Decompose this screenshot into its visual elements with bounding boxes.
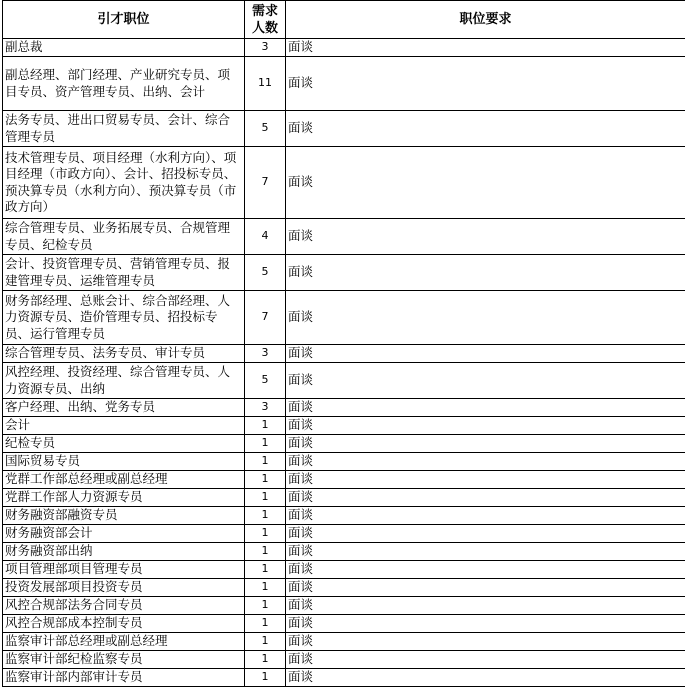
- requirement-cell: 面谈: [286, 507, 685, 525]
- count-cell: 1: [245, 543, 286, 561]
- position-cell: 会计: [3, 417, 245, 435]
- header-row: [3, 1, 685, 39]
- count-cell: 1: [245, 633, 286, 651]
- position-cell: 财务部经理、总账会计、综合部经理、人力资源专员、造价管理专员、招投标专员、运行管理专员: [3, 291, 245, 345]
- position-cell: 财务融资部会计: [3, 525, 245, 543]
- table-row: [3, 561, 685, 579]
- requirement-cell: 面谈: [286, 435, 685, 453]
- requirement-cell: 面谈: [286, 561, 685, 579]
- requirement-cell: 面谈: [286, 39, 685, 57]
- requirement-cell: 面谈: [286, 57, 685, 111]
- requirement-cell: 面谈: [286, 255, 685, 291]
- position-cell: 财务融资部融资专员: [3, 507, 245, 525]
- position-cell: 副总裁: [3, 39, 245, 57]
- position-cell: 风控经理、投资经理、综合管理专员、人力资源专员、出纳: [3, 363, 245, 399]
- count-cell: 1: [245, 471, 286, 489]
- table-row: [3, 147, 685, 219]
- table-row: [3, 633, 685, 651]
- count-cell: 5: [245, 255, 286, 291]
- table-row: [3, 525, 685, 543]
- table-row: [3, 489, 685, 507]
- count-cell: 1: [245, 417, 286, 435]
- table-row: [3, 453, 685, 471]
- requirement-cell: 面谈: [286, 453, 685, 471]
- position-cell: 纪检专员: [3, 435, 245, 453]
- position-cell: 项目管理部项目管理专员: [3, 561, 245, 579]
- table-row: [3, 57, 685, 111]
- position-cell: 风控合规部法务合同专员: [3, 597, 245, 615]
- table-row: [3, 597, 685, 615]
- count-cell: 1: [245, 525, 286, 543]
- count-cell: 1: [245, 435, 286, 453]
- count-cell: 5: [245, 363, 286, 399]
- requirement-cell: 面谈: [286, 417, 685, 435]
- count-cell: 1: [245, 507, 286, 525]
- count-cell: 7: [245, 147, 286, 219]
- position-cell: 综合管理专员、法务专员、审计专员: [3, 345, 245, 363]
- count-cell: 1: [245, 561, 286, 579]
- table-row: [3, 291, 685, 345]
- position-cell: 投资发展部项目投资专员: [3, 579, 245, 597]
- requirement-cell: 面谈: [286, 615, 685, 633]
- requirement-cell: 面谈: [286, 111, 685, 147]
- table-row: [3, 219, 685, 255]
- position-cell: 监察审计部内部审计专员: [3, 669, 245, 687]
- count-cell: 5: [245, 111, 286, 147]
- requirement-cell: 面谈: [286, 579, 685, 597]
- requirement-cell: 面谈: [286, 363, 685, 399]
- recruitment-table: [2, 0, 685, 687]
- count-cell: 1: [245, 651, 286, 669]
- table-row: [3, 39, 685, 57]
- header-position: 引才职位: [3, 1, 245, 39]
- requirement-cell: 面谈: [286, 345, 685, 363]
- count-cell: 1: [245, 489, 286, 507]
- position-cell: 技术管理专员、项目经理（水利方向）、项目经理（市政方向）、会计、招投标专员、预决算专员（水利方向）、预决算专员（市政方向）: [3, 147, 245, 219]
- requirement-cell: 面谈: [286, 219, 685, 255]
- table-row: [3, 579, 685, 597]
- requirement-cell: 面谈: [286, 471, 685, 489]
- table-row: [3, 345, 685, 363]
- position-cell: 国际贸易专员: [3, 453, 245, 471]
- table-row: [3, 543, 685, 561]
- position-cell: 客户经理、出纳、党务专员: [3, 399, 245, 417]
- count-cell: 11: [245, 57, 286, 111]
- position-cell: 风控合规部成本控制专员: [3, 615, 245, 633]
- requirement-cell: 面谈: [286, 633, 685, 651]
- requirement-cell: 面谈: [286, 543, 685, 561]
- position-cell: 副总经理、部门经理、产业研究专员、项目专员、资产管理专员、出纳、会计: [3, 57, 245, 111]
- requirement-cell: 面谈: [286, 669, 685, 687]
- position-cell: 党群工作部总经理或副总经理: [3, 471, 245, 489]
- count-cell: 1: [245, 597, 286, 615]
- table-row: [3, 363, 685, 399]
- count-cell: 7: [245, 291, 286, 345]
- count-cell: 1: [245, 579, 286, 597]
- requirement-cell: 面谈: [286, 399, 685, 417]
- count-cell: 1: [245, 615, 286, 633]
- table-row: [3, 471, 685, 489]
- requirement-cell: 面谈: [286, 525, 685, 543]
- count-cell: 1: [245, 669, 286, 687]
- position-cell: 综合管理专员、业务拓展专员、合规管理专员、纪检专员: [3, 219, 245, 255]
- header-count: 需求人数: [245, 1, 286, 39]
- table-row: [3, 399, 685, 417]
- table-row: [3, 507, 685, 525]
- table-row: [3, 111, 685, 147]
- requirement-cell: 面谈: [286, 147, 685, 219]
- header-requirement: 职位要求: [286, 1, 685, 39]
- requirement-cell: 面谈: [286, 489, 685, 507]
- requirement-cell: 面谈: [286, 291, 685, 345]
- count-cell: 3: [245, 345, 286, 363]
- position-cell: 会计、投资管理专员、营销管理专员、报建管理专员、运维管理专员: [3, 255, 245, 291]
- count-cell: 1: [245, 453, 286, 471]
- table-row: [3, 255, 685, 291]
- table-body: [3, 39, 685, 687]
- position-cell: 法务专员、进出口贸易专员、会计、综合管理专员: [3, 111, 245, 147]
- table-row: [3, 615, 685, 633]
- requirement-cell: 面谈: [286, 651, 685, 669]
- position-cell: 监察审计部总经理或副总经理: [3, 633, 245, 651]
- table-row: [3, 435, 685, 453]
- position-cell: 监察审计部纪检监察专员: [3, 651, 245, 669]
- table-row: [3, 669, 685, 687]
- position-cell: 财务融资部出纳: [3, 543, 245, 561]
- table-row: [3, 417, 685, 435]
- table-row: [3, 651, 685, 669]
- count-cell: 4: [245, 219, 286, 255]
- requirement-cell: 面谈: [286, 597, 685, 615]
- count-cell: 3: [245, 399, 286, 417]
- count-cell: 3: [245, 39, 286, 57]
- position-cell: 党群工作部人力资源专员: [3, 489, 245, 507]
